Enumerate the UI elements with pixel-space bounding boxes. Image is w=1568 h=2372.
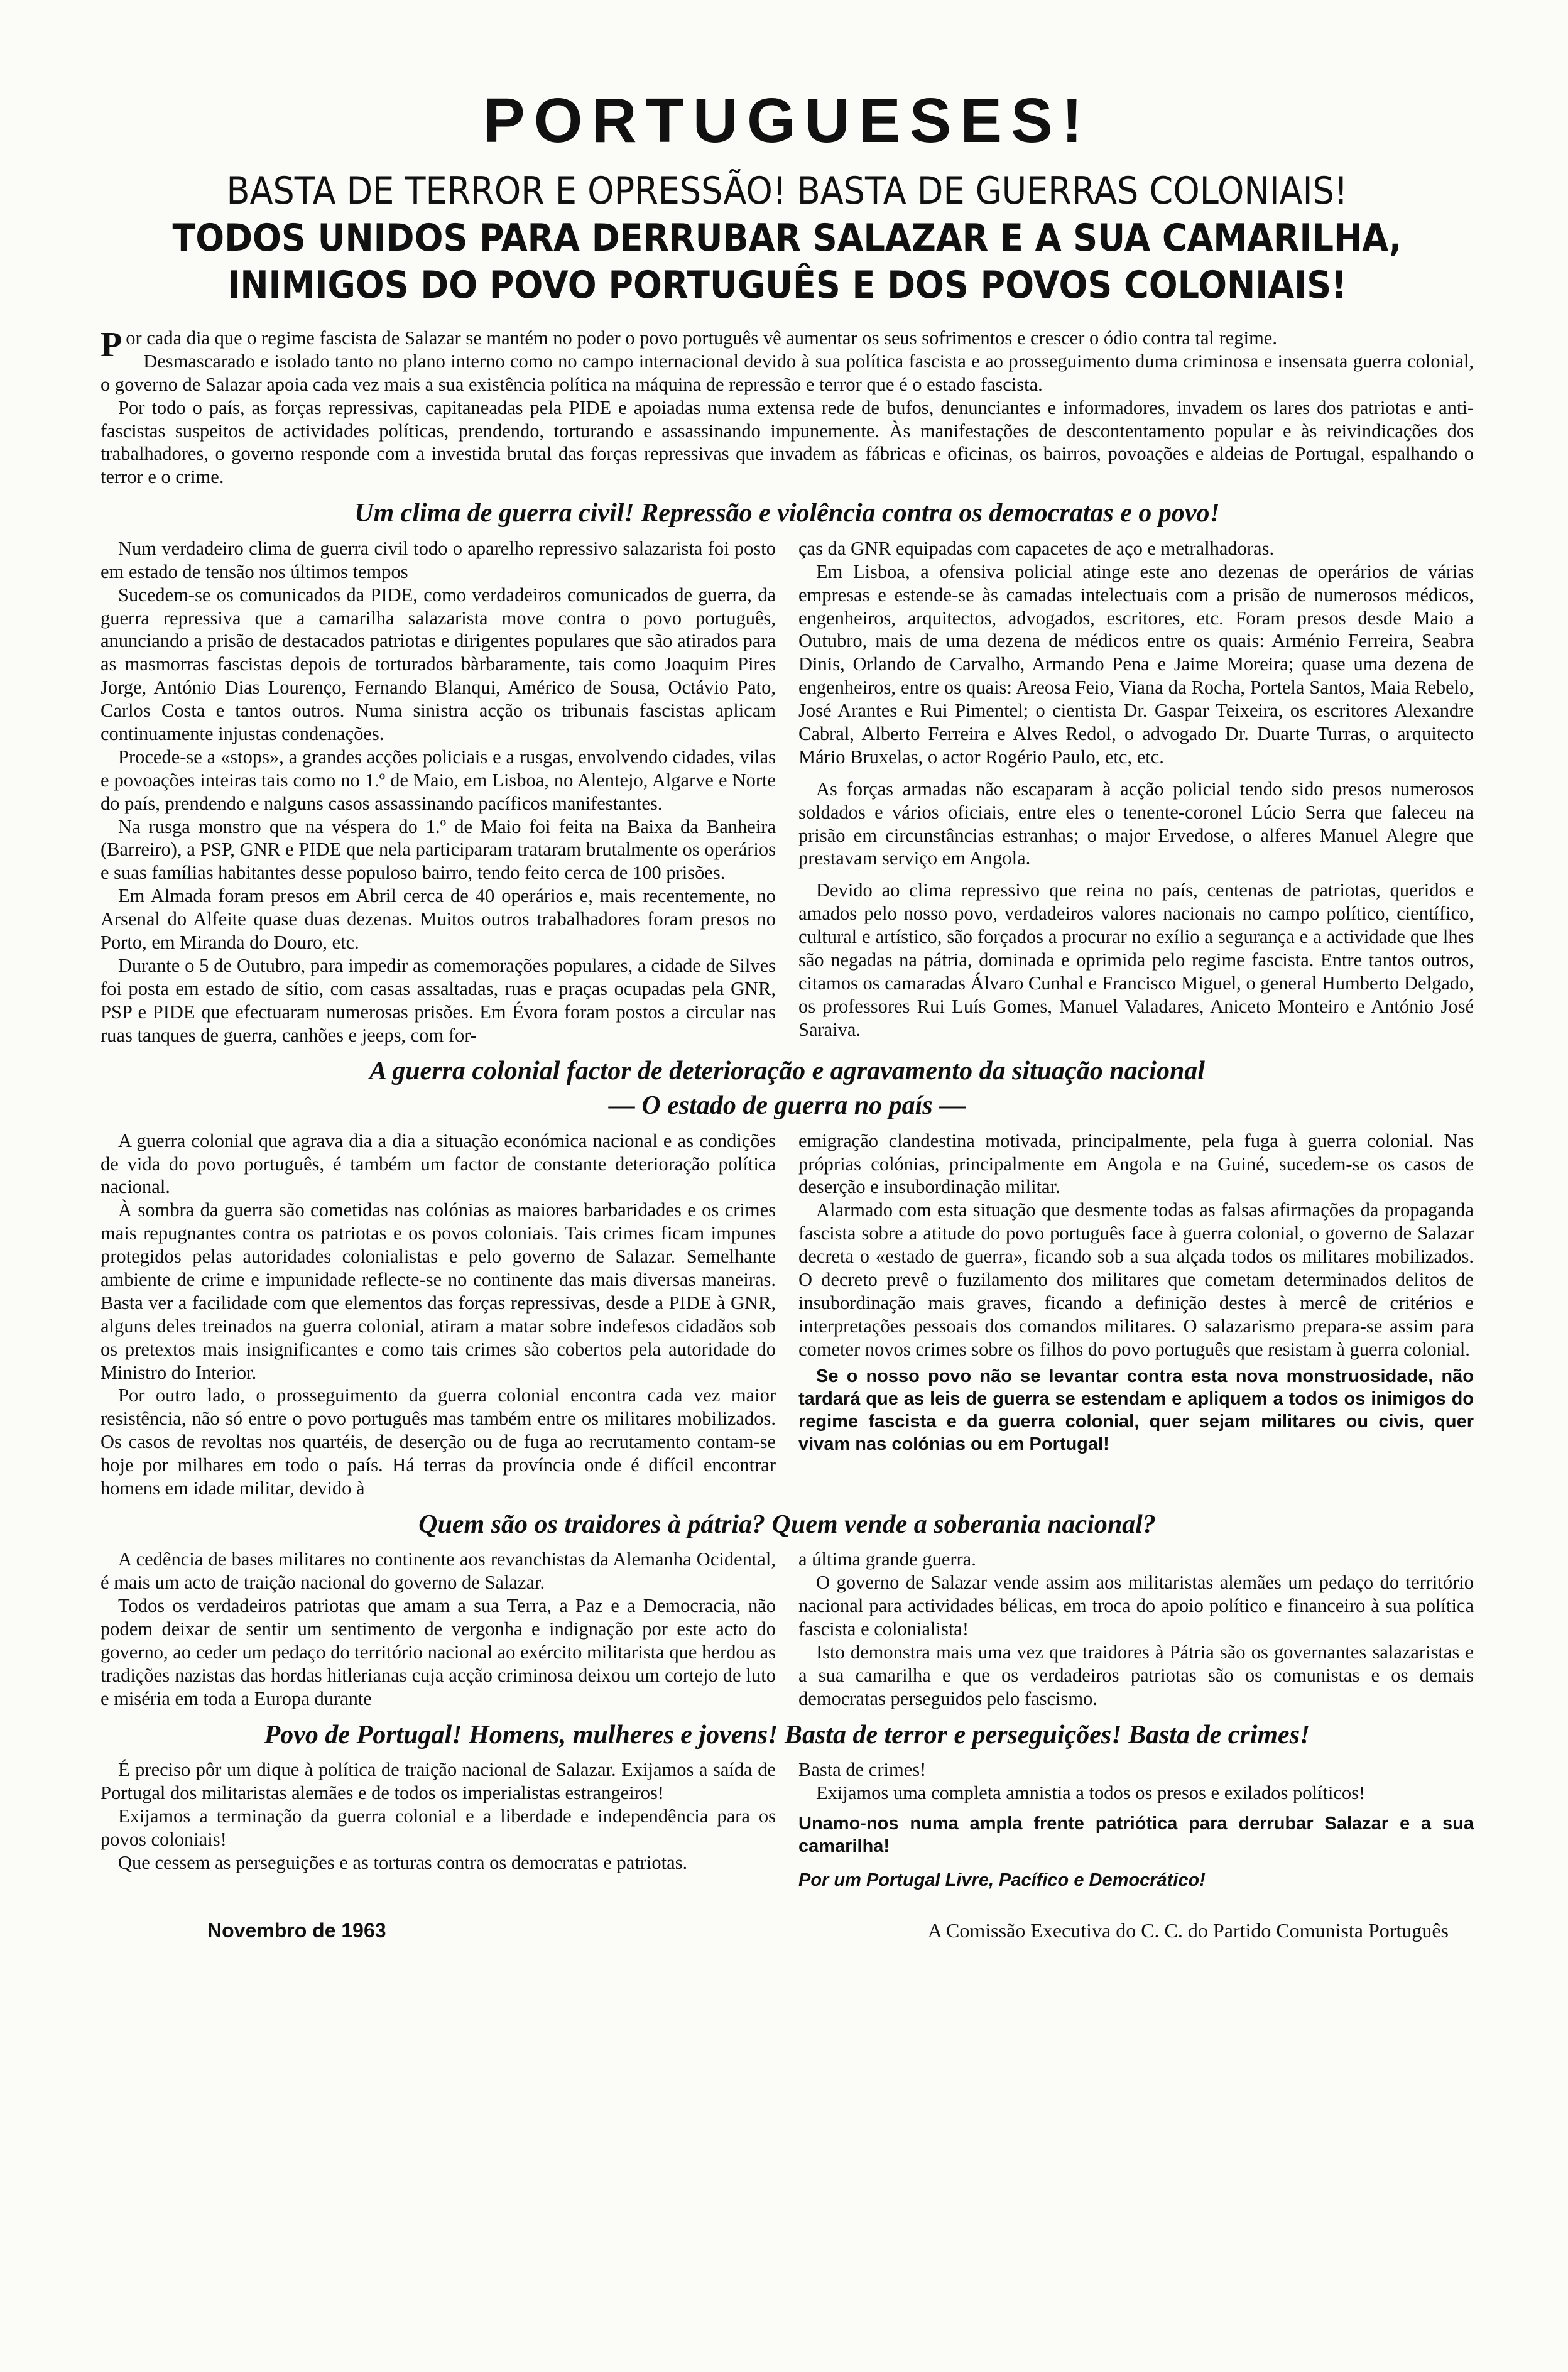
intro-section — [101, 327, 1474, 489]
paragraph: Basta de crimes! — [798, 1759, 927, 1781]
section-2-left-column — [101, 1129, 776, 1500]
section-2-subheading: — O estado de guerra no país — — [608, 1091, 966, 1121]
paragraph-emphasis: Unamo-nos numa ampla frente patriótica para derrubar Salazar e a sua camarilha! — [798, 1814, 1474, 1857]
main-title: PORTUGUESES! — [482, 85, 1092, 156]
section-3-left-column — [101, 1548, 776, 1710]
section-2-right-column — [798, 1129, 1474, 1456]
paragraph: A cedência de bases militares no continente aos revanchistas da Alemanha Ocidental, é mais um acto de traição nacional do governo de Salazar. — [101, 1548, 776, 1594]
subtitle-line-1: BASTA DE TERROR E OPRESSÃO! BASTA DE GUERRAS COLONIAIS! — [226, 169, 1348, 213]
paragraph: Exijamos uma completa amnistia a todos os presos e exilados políticos! — [816, 1782, 1366, 1804]
paragraph: Todos os verdadeiros patriotas que amam a sua Terra, a Paz e a Democracia, não podem deixar de sentir um sentimento de vergonha e indignação por este acto do governo, ao ceder um pedaço do território nacional ao exército militarista que herdou as tradições nazistas das hordas hitlerianas cuja acção criminosa deixou um cortejo de luto e miséria em toda a Europa durante — [101, 1595, 776, 1709]
section-1-left-column — [101, 537, 776, 1047]
paragraph: Na rusga monstro que na véspera do 1.º de Maio foi feita na Baixa da Banheira (Barreiro), a PSP, GNR e PIDE que nela participaram trataram brutalmente os operários e suas famílias habitantes desse populoso bairro, tendo feito cerca de 100 prisões. — [101, 815, 776, 884]
paragraph: Que cessem as perseguições e as torturas contra os democratas e patriotas. — [118, 1851, 688, 1873]
subtitle-line-2: TODOS UNIDOS PARA DERRUBAR SALAZAR E A SUA CAMARILHA, — [172, 216, 1402, 260]
intro-paragraph-1: or cada dia que o regime fascista de Salazar se mantém no poder o povo português vê aumentar os seus sofrimentos e crescer o ódio contra tal regime. — [126, 327, 1277, 349]
section-3-right-column — [798, 1548, 1474, 1710]
paragraph: Em Almada foram presos em Abril cerca de 40 operários e, mais recentemente, no Arsenal do Alfeite quase duas dezenas. Muitos outros trabalhadores foram presos no Porto, em Miranda do Douro, etc. — [101, 885, 776, 953]
paragraph: Exijamos a terminação da guerra colonial e a liberdade e independência para os povos coloniais! — [101, 1805, 776, 1850]
section-4-heading: Povo de Portugal! Homens, mulheres e jovens! Basta de terror e perseguições! Basta de crimes! — [264, 1720, 1310, 1749]
section-4-columns — [101, 1758, 1474, 1891]
section-4-left-column — [101, 1758, 776, 1874]
section-1-right-column — [798, 537, 1474, 1042]
paragraph: emigração clandestina motivada, principalmente, pela fuga à guerra colonial. Nas próprias colónias, principalmente em Angola e na Guiné, sucedem-se os casos de deserção e insubordinação militar. — [798, 1129, 1474, 1198]
paragraph: As forças armadas não escaparam à acção policial tendo sido presos numerosos soldados e vários oficiais, entre eles o tenente-coronel Lúcio Serra que faleceu na prisão em circunstâncias estranhas; o major Ervedose, o alferes Manuel Alegre que prestavam serviço em Angola. — [798, 778, 1474, 869]
paragraph: Num verdadeiro clima de guerra civil todo o aparelho repressivo salazarista foi posto em estado de tensão nos últimos tempos — [101, 537, 776, 582]
intro-paragraph-3: Por todo o país, as forças repressivas, capitaneadas pela PIDE e apoiadas numa extensa rede de bufos, denunciantes e informadores, invadem os lares dos patriotas e anti-fascistas suspeitos de actividades políticas, prendendo, torturando e assassinando impunemente. Às manifestações de descontentamento popular e às reivindicações dos trabalhadores, o governo responde com a investida brutal das forças repressivas que invadem as fábricas e oficinas, os bairros, povoações e aldeias de Portugal, espalhando o terror e o crime. — [101, 396, 1474, 488]
section-4-right-column — [798, 1758, 1474, 1891]
paragraph: O governo de Salazar vende assim aos militaristas alemães um pedaço do território nacional para actividades bélicas, em troca do apoio político e financeiro à sua política fascista e colonialista! — [798, 1572, 1474, 1640]
section-1-columns — [101, 537, 1474, 1047]
paragraph: Por outro lado, o prosseguimento da guerra colonial encontra cada vez maior resistência, não só entre o povo português mas também entre os militares mobilizados. Os casos de revoltas nos quartéis, de deserção ou de fuga ao recrutamento contam-se hoje por milhares em todo o país. Há terras da província onde é difícil encontrar homens em idade militar, devido à — [101, 1385, 776, 1499]
paragraph: Isto demonstra mais uma vez que traidores à Pátria são os governantes salazaristas e a sua camarilha e que os verdadeiros patriotas são os comunistas e os demais democratas perseguidos pelo fascismo. — [798, 1641, 1474, 1709]
paragraph-emphasis: Se o nosso povo não se levantar contra esta nova monstruosidade, não tardará que as leis de guerra se estendam e apliquem a todos os inimigos do regime fascista e da guerra colonial, quer sejam militares ou civis, quer vivam nas colónias ou em Portugal! — [798, 1366, 1474, 1455]
paragraph: A guerra colonial que agrava dia a dia a situação económica nacional e as condições de vida do povo português, é também um factor de constante deterioração política nacional. — [101, 1129, 776, 1198]
paragraph: É preciso pôr um dique à política de traição nacional de Salazar. Exijamos a saída de Portugal dos militaristas alemães e de todos os imperialistas estrangeiros! — [101, 1759, 776, 1804]
section-3-columns — [101, 1548, 1474, 1710]
footer — [101, 1919, 1474, 1942]
paragraph: Durante o 5 de Outubro, para impedir as comemorações populares, a cidade de Silves foi posta em estado de sítio, com casas assaltadas, ruas e praças ocupadas pela GNR, PSP e PIDE que efectuaram numerosas prisões. Em Évora foram postos a circular nas ruas tanques de guerra, canhões e jeeps, com for- — [101, 954, 776, 1046]
intro-paragraph-2: Desmascarado e isolado tanto no plano interno como no campo internacional devido à sua política fascista e ao prosseguimento duma criminosa e insensata guerra colonial, o governo de Salazar apoia cada vez mais a sua existência política na máquina de repressão e terror que é o estado fascista. — [101, 350, 1474, 395]
paragraph: ças da GNR equipadas com capacetes de aço e metralhadoras. — [798, 537, 1275, 559]
paragraph: Sucedem-se os comunicados da PIDE, como verdadeiros comunicados de guerra, da guerra repressiva que a camarilha salazarista move contra o povo português, anunciando a prisão de destacados patriotas e dirigentes populares que são atirados para as masmorras fascistas depois de torturados bàrbaramente, tais como Joaquim Pires Jorge, António Dias Lourenço, Fernando Blanqui, Américo de Sousa, Octávio Pato, Carlos Costa e tantos outros. Numa sinistra acção os tribunais fascistas aplicam continuamente injustas condenações. — [101, 584, 776, 744]
paragraph: Alarmado com esta situação que desmente todas as falsas afirmações da propaganda fascista sobre a atitude do povo português face à guerra colonial, o governo de Salazar decreta o «estado de guerra», ficando sob a sua alçada todos os militares mobilizados. O decreto prevê o fuzilamento dos militares que cometam determinados delitos de insubordinação mais graves, ficando a definição destes à mercê de critérios e interpretações pessoais dos comandos militares. O salazarismo prepara-se assim para cometer novos crimes sobre os filhos do povo português que resistam à guerra colonial. — [798, 1199, 1474, 1360]
paragraph: Em Lisboa, a ofensiva policial atinge este ano dezenas de operários de várias empresas e estende-se às camadas intelectuais com a prisão de numerosos médicos, engenheiros, arquitectos, advogados, escritores, etc. Foram presos desde Maio a Outubro, mais de uma dezena de médicos entre os quais: Arménio Ferreira, Seabra Dinis, Orlando de Carvalho, Armando Pena e Jaime Moreira; quase uma dezena de engenheiros, entre os quais: Areosa Feio, Viana da Rocha, Portela Santos, Maia Rebelo, José Arantes e Rui Pimentel; o cientista Dr. Gaspar Teixeira, os escritores Alexandre Cabral, Alberto Ferreira e Alves Redol, o advogado Dr. Duarte Turras, o arquitecto Mário Bruxelas, o actor Rogério Paulo, etc, etc. — [798, 560, 1474, 768]
section-1-heading: Um clima de guerra civil! Repressão e violência contra os democratas e o povo! — [354, 499, 1220, 528]
paragraph: a última grande guerra. — [798, 1548, 976, 1570]
closing-slogan: Por um Portugal Livre, Pacífico e Democrático! — [798, 1869, 1206, 1890]
publication-date: Novembro de 1963 — [207, 1918, 386, 1942]
subtitle-line-3: INIMIGOS DO POVO PORTUGUÊS E DOS POVOS COLONIAIS! — [227, 263, 1347, 307]
paragraph: À sombra da guerra são cometidas nas colónias as maiores barbaridades e os crimes mais repugnantes contra os patriotas e os povos coloniais. Tais crimes ficam impunes protegidos pelas autoridades colonialistas e pelo governo de Salazar. Semelhante ambiente de crime e impunidade reflecte-se no continente das mais diversas maneiras. Basta ver a facilidade com que elementos das forças repressivas, desde a PIDE à GNR, alguns deles treinados na guerra colonial, atiram a matar sobre indefesos cidadãos sob os pretextos mais insignificantes e como tais crimes são cobertos pela autoridade do Ministro do Interior. — [101, 1199, 776, 1383]
section-3-heading: Quem são os traidores à pátria? Quem vende a soberania nacional? — [418, 1510, 1156, 1539]
drop-cap: P — [101, 325, 122, 364]
paragraph: Devido ao clima repressivo que reina no país, centenas de patriotas, queridos e amados pelo nosso povo, verdadeiros valores nacionais no campo político, científico, cultural e artístico, são forçados a procurar no exílio a segurança e a actividade que lhes são negadas na pátria, dominada e oprimida pelo regime fascista. Entre tantos outros, citamos os camaradas Álvaro Cunhal e Francisco Miguel, o general Humberto Delgado, os professores Rui Luís Gomes, Manuel Valadares, Aniceto Monteiro e António José Saraiva. — [798, 879, 1474, 1040]
section-2-columns — [101, 1129, 1474, 1500]
paragraph: Procede-se a «stops», a grandes acções policiais e a rusgas, envolvendo cidades, vilas e povoações inteiras tais como no 1.º de Maio, em Lisboa, no Alentejo, Algarve e Norte do país, prendendo e nalguns casos assassinando pacíficos manifestantes. — [101, 746, 776, 814]
signature: A Comissão Executiva do C. C. do Partido Comunista Português — [927, 1918, 1449, 1942]
section-2-heading: A guerra colonial factor de deterioração e agravamento da situação nacional — [369, 1057, 1205, 1086]
